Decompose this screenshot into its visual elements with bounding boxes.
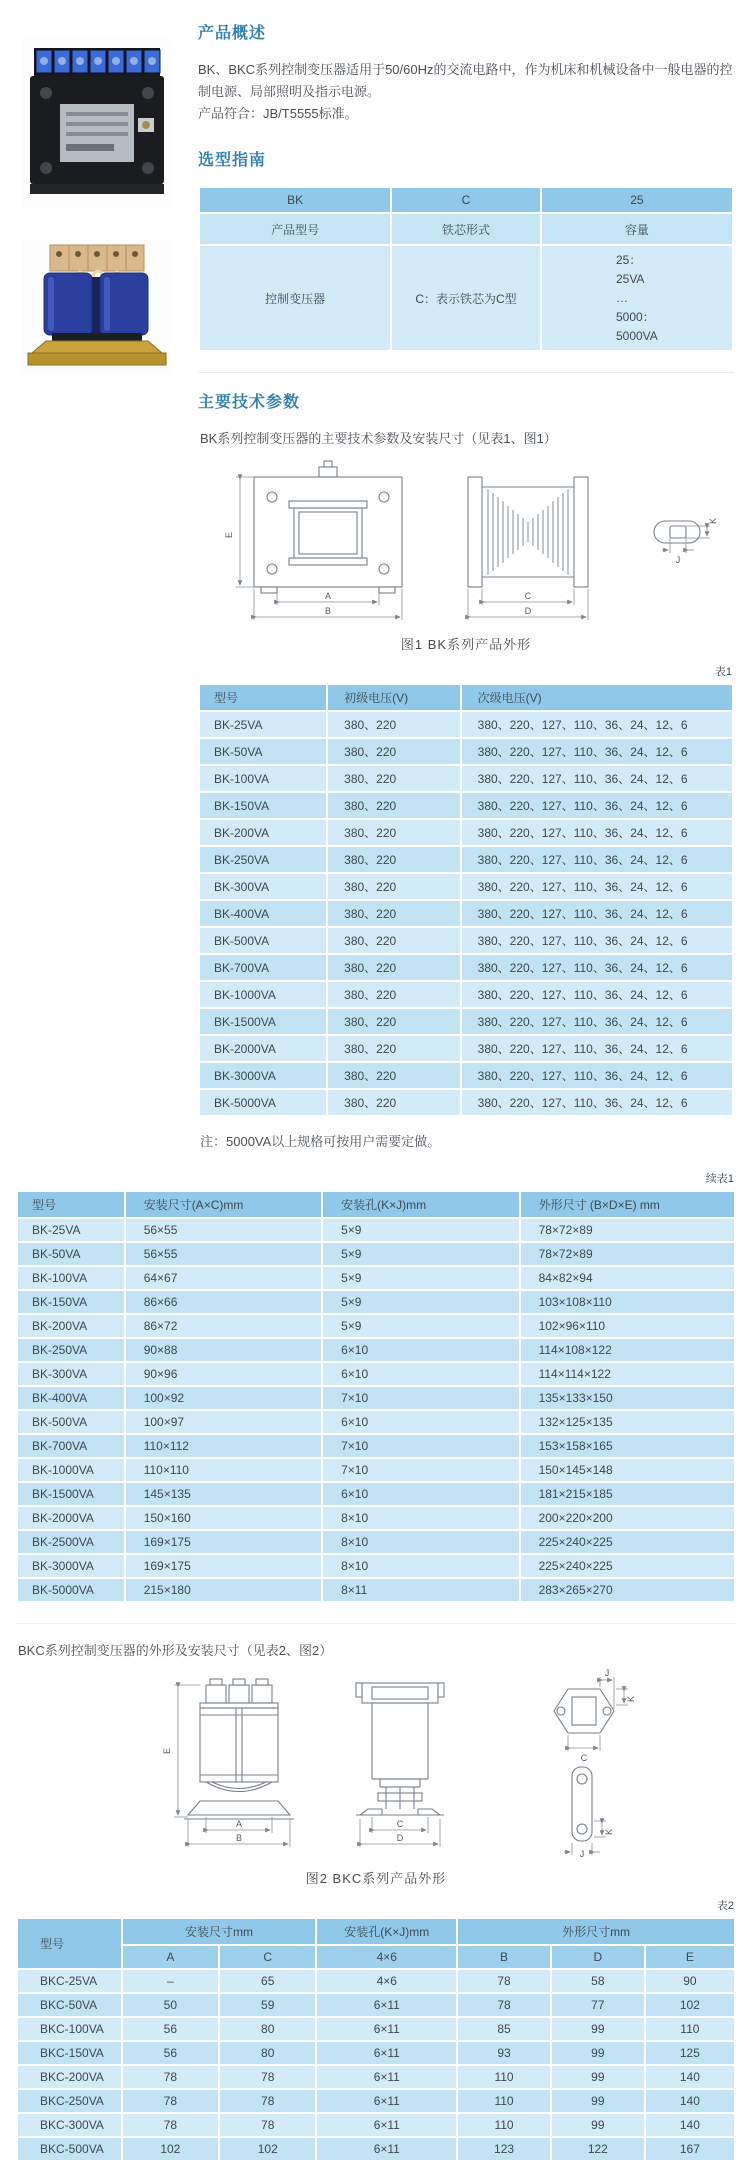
table-cell: 167: [645, 2137, 735, 2161]
product-photo-column: [0, 0, 198, 1154]
table-cell: 102: [219, 2137, 316, 2161]
table-cell: 380、220: [327, 1035, 461, 1062]
table-cell: 380、220: [327, 846, 461, 873]
table-cell: 56×55: [125, 1242, 322, 1266]
table-cell: 铁芯形式: [391, 213, 541, 245]
table-cell: 99: [551, 2089, 645, 2113]
table-header-cell: 型号: [199, 684, 327, 711]
dim-label-k2: K: [604, 1828, 614, 1836]
table-cell: 380、220: [327, 1089, 461, 1116]
bkc-product-photo: [22, 239, 180, 379]
table-cell: 380、220: [327, 819, 461, 846]
table-cell: BK-50VA: [17, 1242, 125, 1266]
figure2: [16, 1669, 736, 1887]
table-cell: 6×11: [316, 2089, 457, 2113]
table-cell: BKC-100VA: [17, 2017, 122, 2041]
table-cell: 5×9: [322, 1242, 519, 1266]
table-cell: BK-150VA: [17, 1290, 125, 1314]
table-cell: BKC-250VA: [17, 2089, 122, 2113]
table-cell: BK-250VA: [199, 846, 327, 873]
table-cell: BKC-25VA: [17, 1969, 122, 1993]
main-content: [198, 0, 750, 1154]
capacity-lines: [616, 251, 658, 346]
voltage-table: [198, 683, 734, 1117]
table-cell: 78: [122, 2089, 219, 2113]
table-cell: –: [122, 1969, 219, 1993]
table-row: [17, 1578, 735, 1602]
table-cell: 135×133×150: [520, 1386, 735, 1410]
table-cell: 380、220、127、110、36、24、12、6: [461, 1062, 733, 1089]
table-cell: 56×55: [125, 1218, 322, 1242]
table-row: [17, 1386, 735, 1410]
table-cell: BK-150VA: [199, 792, 327, 819]
table-cell: 380、220: [327, 900, 461, 927]
table-cell: 50: [122, 1993, 219, 2017]
table-cell: BK-250VA: [17, 1338, 125, 1362]
table-cell: 59: [219, 1993, 316, 2017]
table-cell: 380、220、127、110、36、24、12、6: [461, 981, 733, 1008]
table-row: [199, 1062, 733, 1089]
table-cell: 5×9: [322, 1266, 519, 1290]
table-row: [17, 1242, 735, 1266]
table-row: [17, 1993, 735, 2017]
table-cell: BK-1500VA: [199, 1008, 327, 1035]
table-cell: 7×10: [322, 1386, 519, 1410]
figure1: [198, 457, 734, 653]
table-row: [17, 1362, 735, 1386]
table-cell: 产品型号: [199, 213, 391, 245]
table-cell: 99: [551, 2017, 645, 2041]
table-header-cell: 型号: [17, 1918, 122, 1969]
dim-label-e: E: [162, 1747, 172, 1755]
table-cell: 65: [219, 1969, 316, 1993]
table-cell: 78×72×89: [520, 1218, 735, 1242]
capacity-line: 5000：: [615, 309, 655, 324]
table-cell: 6×11: [316, 2041, 457, 2065]
table-cell: 容量: [541, 213, 733, 245]
dim-label-d: D: [524, 606, 532, 616]
table-cell: 110: [457, 2089, 551, 2113]
table-row: [199, 187, 733, 213]
table-cell: 5×9: [322, 1290, 519, 1314]
table-cell: 380、220: [327, 981, 461, 1008]
table-cell: 5×9: [322, 1314, 519, 1338]
table-cell: 78×72×89: [520, 1242, 735, 1266]
table-row: [17, 1191, 735, 1218]
table-cell: BK-300VA: [199, 873, 327, 900]
table-cell: 145×135: [125, 1482, 322, 1506]
table-cell: 380、220、127、110、36、24、12、6: [461, 927, 733, 954]
table-cell: 6×10: [322, 1362, 519, 1386]
table-header-cell: 初级电压(V): [327, 684, 461, 711]
table-cell: 380、220、127、110、36、24、12、6: [461, 1089, 733, 1116]
table-cell: BK-2500VA: [17, 1530, 125, 1554]
table-cell: 380、220: [327, 873, 461, 900]
overview-paragraph: BK、BKC系列控制变压器适用于50/60Hz的交流电路中，作为机床和机械设备中一般电器的控制电源、局部照明及指示电源。: [198, 62, 733, 99]
table-cell: 380、220: [327, 765, 461, 792]
dim-label-b: B: [235, 1833, 243, 1843]
table-cell: BKC-50VA: [17, 1993, 122, 2017]
table-cell: 8×11: [322, 1578, 519, 1602]
table-cell: 103×108×110: [520, 1290, 735, 1314]
figure2-drawing: [66, 1669, 686, 1859]
bkc-dimension-table: [16, 1917, 736, 2162]
dim-label-k: K: [626, 1695, 636, 1703]
table-row: [17, 2065, 735, 2089]
table-cell: BK-400VA: [17, 1386, 125, 1410]
table-cell: 150×160: [125, 1506, 322, 1530]
table-cell: 84×82×94: [520, 1266, 735, 1290]
table-row: [199, 900, 733, 927]
section-title-selection: 选型指南: [198, 152, 267, 169]
table-cell: 64×67: [125, 1266, 322, 1290]
figure2-caption: 图2 BKC系列产品外形: [305, 1871, 447, 1886]
table-row: [199, 1035, 733, 1062]
table-row: [199, 981, 733, 1008]
table-cell: 110×110: [125, 1458, 322, 1482]
table1-note: 注：5000VA以上规格可按用户需要定做。: [200, 1134, 441, 1149]
capacity-line: 5000VA: [615, 328, 658, 343]
table-cell: 380、220、127、110、36、24、12、6: [461, 819, 733, 846]
table-cell: 140: [645, 2089, 735, 2113]
table-cell: BKC-200VA: [17, 2065, 122, 2089]
section-title-overview: 产品概述: [198, 25, 267, 42]
table-cell: 380、220: [327, 792, 461, 819]
dim-label-j: J: [604, 1669, 610, 1678]
table-cell: 380、220、127、110、36、24、12、6: [461, 738, 733, 765]
table-cell: 380、220: [327, 954, 461, 981]
table-cell: 78: [457, 1993, 551, 2017]
figure1-drawing: [206, 457, 726, 625]
table-row: [17, 1458, 735, 1482]
table-cell: 78: [219, 2065, 316, 2089]
table-cell: 78: [457, 1969, 551, 1993]
table-cell: 380、220、127、110、36、24、12、6: [461, 1035, 733, 1062]
bk-product-photo: [22, 38, 180, 213]
table-cell: 225×240×225: [520, 1530, 735, 1554]
table-cell: 7×10: [322, 1434, 519, 1458]
table1-label: 表1: [714, 666, 732, 678]
table-cell: 140: [645, 2065, 735, 2089]
table-cell: BK-25VA: [199, 711, 327, 738]
table-row: [17, 1338, 735, 1362]
table-cell: 100×92: [125, 1386, 322, 1410]
table-cell: 169×175: [125, 1530, 322, 1554]
table-cell: 380、220: [327, 738, 461, 765]
table-cell: 6×10: [322, 1482, 519, 1506]
dimension-table: [16, 1190, 736, 1603]
table-header-cell: B: [457, 1945, 551, 1969]
bk-transformer-image: [22, 38, 172, 208]
table-row: [199, 1089, 733, 1116]
table-header-cell: 外形尺寸 (B×D×E) mm: [520, 1191, 735, 1218]
capacity-line: 25：: [615, 252, 642, 267]
table-cell: 110: [645, 2017, 735, 2041]
table-cell: 114×114×122: [520, 1362, 735, 1386]
table-cell: 8×10: [322, 1554, 519, 1578]
dim-label-k: K: [708, 517, 718, 525]
table-cell: 86×72: [125, 1314, 322, 1338]
table-cell: 99: [551, 2065, 645, 2089]
table-cell: 169×175: [125, 1554, 322, 1578]
table-cell: BK-700VA: [17, 1434, 125, 1458]
table-row: [199, 245, 733, 351]
table-cell: 6×11: [316, 2065, 457, 2089]
table2-label: 表2: [716, 1900, 734, 1912]
table-cell: BK-700VA: [199, 954, 327, 981]
table-cell: BK-50VA: [199, 738, 327, 765]
table-cell: BKC-150VA: [17, 2041, 122, 2065]
table-cell: BK-1000VA: [17, 1458, 125, 1482]
table-cell: C：表示铁芯为C型: [391, 245, 541, 351]
table-header-cell: C: [219, 1945, 316, 1969]
dim-label-a: A: [324, 591, 332, 601]
dim-label-d: D: [396, 1833, 404, 1843]
table-cell: 380、220、127、110、36、24、12、6: [461, 873, 733, 900]
table-row: [199, 873, 733, 900]
table-cell: BK-25VA: [17, 1218, 125, 1242]
table-cell: 110: [457, 2065, 551, 2089]
table-header-cell: BK: [199, 187, 391, 213]
table-row: [199, 1008, 733, 1035]
table-cell: 102: [645, 1993, 735, 2017]
dim-label-j: J: [675, 555, 681, 565]
table-cell: BK-3000VA: [17, 1554, 125, 1578]
table-cell: 85: [457, 2017, 551, 2041]
table-row: [17, 1434, 735, 1458]
table-cell: 110×112: [125, 1434, 322, 1458]
table-row: [17, 2137, 735, 2161]
capacity-line: 25VA: [615, 271, 645, 286]
table-cell: 6×11: [316, 2113, 457, 2137]
table-cell: BKC-500VA: [17, 2137, 122, 2161]
table-cell: [541, 245, 733, 351]
bkc-transformer-image: [22, 239, 172, 374]
table-cell: 99: [551, 2041, 645, 2065]
table-header-cell: D: [551, 1945, 645, 1969]
table-cell: 225×240×225: [520, 1554, 735, 1578]
table-cell: 102×96×110: [520, 1314, 735, 1338]
table-row: [199, 819, 733, 846]
table-cell: BK-3000VA: [199, 1062, 327, 1089]
table-cell: 132×125×135: [520, 1410, 735, 1434]
table-cell: 153×158×165: [520, 1434, 735, 1458]
table-cell: 90×88: [125, 1338, 322, 1362]
table-header-cell: 4×6: [316, 1945, 457, 1969]
table-cell: 99: [551, 2113, 645, 2137]
table-header-cell: 型号: [17, 1191, 125, 1218]
table-header-cell: 安装孔(K×J)mm: [316, 1918, 457, 1945]
table-row: [17, 1945, 735, 1969]
table-row: [199, 738, 733, 765]
table-cell: 100×97: [125, 1410, 322, 1434]
table-header-cell: 安装尺寸(A×C)mm: [125, 1191, 322, 1218]
table-cell: 56: [122, 2041, 219, 2065]
bk-tech-intro: BK系列控制变压器的主要技术参数及安装尺寸（见表1、图1）: [200, 431, 557, 446]
overview-standard: 产品符合：JB/T5555标准。: [198, 106, 358, 121]
table-row: [17, 1506, 735, 1530]
table-cell: 78: [122, 2065, 219, 2089]
table-cell: 380、220: [327, 1062, 461, 1089]
dim-label-j2: J: [579, 1849, 585, 1859]
table-cell: BK-200VA: [199, 819, 327, 846]
table-cell: 380、220、127、110、36、24、12、6: [461, 846, 733, 873]
table-cell: 380、220、127、110、36、24、12、6: [461, 1008, 733, 1035]
table-cell: 110: [457, 2113, 551, 2137]
table-cell: 6×11: [316, 1993, 457, 2017]
table-cell: 78: [219, 2113, 316, 2137]
table-row: [199, 792, 733, 819]
table-cell: 77: [551, 1993, 645, 2017]
table-row: [17, 1314, 735, 1338]
cont-table-label: 续表1: [705, 1173, 734, 1185]
table-cell: 6×11: [316, 2017, 457, 2041]
figure1-caption: 图1 BK系列产品外形: [400, 637, 532, 652]
dim-label-b: B: [324, 606, 332, 616]
table-cell: 200×220×200: [520, 1506, 735, 1530]
table-row: [199, 711, 733, 738]
table-cell: 380、220、127、110、36、24、12、6: [461, 792, 733, 819]
dim-label-c: C: [524, 591, 532, 601]
table-cell: 7×10: [322, 1458, 519, 1482]
table-header-cell: 外形尺寸mm: [457, 1918, 735, 1945]
table-cell: 114×108×122: [520, 1338, 735, 1362]
table-row: [17, 1918, 735, 1945]
table-cell: BK-5000VA: [17, 1578, 125, 1602]
table-cell: BK-300VA: [17, 1362, 125, 1386]
table-cell: 86×66: [125, 1290, 322, 1314]
table-row: [17, 1266, 735, 1290]
table-cell: 80: [219, 2017, 316, 2041]
table-cell: 380、220: [327, 927, 461, 954]
table-row: [17, 1554, 735, 1578]
selection-table: [198, 186, 734, 352]
section-divider: [16, 1623, 736, 1624]
table-cell: 123: [457, 2137, 551, 2161]
table-cell: 125: [645, 2041, 735, 2065]
table-row: [17, 1969, 735, 1993]
table-cell: BK-5000VA: [199, 1089, 327, 1116]
table-cell: 5×9: [322, 1218, 519, 1242]
table-cell: 6×10: [322, 1338, 519, 1362]
table-row: [17, 1482, 735, 1506]
table-header-cell: A: [122, 1945, 219, 1969]
table-cell: 6×11: [316, 2137, 457, 2161]
table-cell: BK-500VA: [17, 1410, 125, 1434]
table-row: [17, 2041, 735, 2065]
table-row: [199, 927, 733, 954]
table-cell: 380、220: [327, 711, 461, 738]
table-cell: 90×96: [125, 1362, 322, 1386]
table-cell: BK-500VA: [199, 927, 327, 954]
table-header-cell: 次级电压(V): [461, 684, 733, 711]
table-header-cell: 安装尺寸mm: [122, 1918, 317, 1945]
dim-label-c2: C: [580, 1753, 588, 1763]
table-cell: BKC-300VA: [17, 2113, 122, 2137]
table-header-cell: E: [645, 1945, 735, 1969]
table-cell: 140: [645, 2113, 735, 2137]
table-row: [199, 213, 733, 245]
table-cell: 4×6: [316, 1969, 457, 1993]
table-row: [199, 684, 733, 711]
table-cell: 380、220、127、110、36、24、12、6: [461, 711, 733, 738]
table-header-cell: 安装孔(K×J)mm: [322, 1191, 519, 1218]
table-cell: 122: [551, 2137, 645, 2161]
table-row: [199, 765, 733, 792]
table-row: [17, 1530, 735, 1554]
dim-label-e: E: [224, 531, 234, 539]
table-cell: BK-2000VA: [199, 1035, 327, 1062]
table-cell: BK-2000VA: [17, 1506, 125, 1530]
table-cell: 102: [122, 2137, 219, 2161]
table-cell: 90: [645, 1969, 735, 1993]
table-cell: 控制变压器: [199, 245, 391, 351]
table-cell: 8×10: [322, 1506, 519, 1530]
table-row: [17, 2017, 735, 2041]
table-row: [17, 1410, 735, 1434]
table-cell: BK-1500VA: [17, 1482, 125, 1506]
table-row: [17, 1218, 735, 1242]
table-cell: 58: [551, 1969, 645, 1993]
table-cell: 283×265×270: [520, 1578, 735, 1602]
table-cell: 78: [219, 2089, 316, 2113]
table-cell: 380、220、127、110、36、24、12、6: [461, 954, 733, 981]
capacity-line: …: [615, 290, 628, 305]
table-cell: 6×10: [322, 1410, 519, 1434]
table-cell: 215×180: [125, 1578, 322, 1602]
bkc-tech-intro: BKC系列控制变压器的外形及安装尺寸（见表2、图2）: [18, 1643, 333, 1658]
table-cell: 181×215×185: [520, 1482, 735, 1506]
table-cell: 78: [122, 2113, 219, 2137]
section-title-tech: 主要技术参数: [198, 394, 301, 411]
full-width-section: [0, 1154, 750, 2174]
table-cell: 380、220: [327, 1008, 461, 1035]
table-row: [199, 846, 733, 873]
table-cell: BK-100VA: [199, 765, 327, 792]
table-row: [17, 2113, 735, 2137]
table-header-cell: C: [391, 187, 541, 213]
table-header-cell: 25: [541, 187, 733, 213]
table-row: [199, 954, 733, 981]
table-cell: 8×10: [322, 1530, 519, 1554]
table-cell: 380、220、127、110、36、24、12、6: [461, 765, 733, 792]
dim-label-c: C: [396, 1819, 404, 1829]
table-cell: BK-1000VA: [199, 981, 327, 1008]
table-cell: 80: [219, 2041, 316, 2065]
table-row: [17, 1290, 735, 1314]
table-cell: 93: [457, 2041, 551, 2065]
table-cell: BK-200VA: [17, 1314, 125, 1338]
table-cell: 380、220、127、110、36、24、12、6: [461, 900, 733, 927]
section-divider: [198, 372, 734, 373]
table-row: [17, 2089, 735, 2113]
table-cell: BK-100VA: [17, 1266, 125, 1290]
table-cell: BK-400VA: [199, 900, 327, 927]
dim-label-a: A: [235, 1819, 243, 1829]
table-cell: 150×145×148: [520, 1458, 735, 1482]
table-cell: 56: [122, 2017, 219, 2041]
